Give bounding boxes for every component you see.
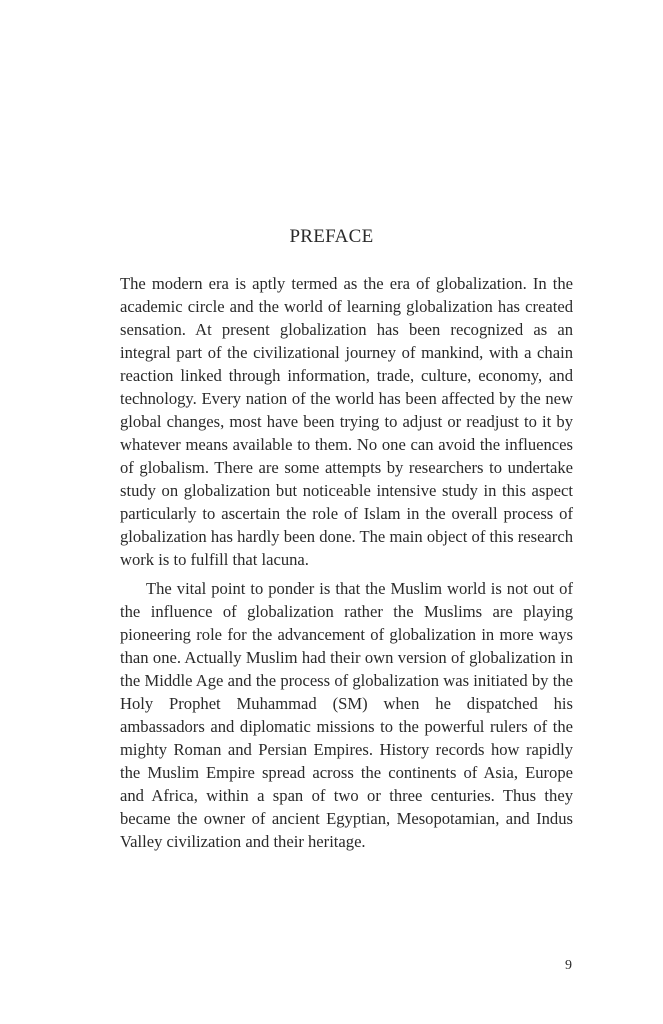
paragraph-1: The modern era is aptly termed as the era of globalization. In the academic circle and the world of learning globalization has created sensation. At present globalization has been recognized as an integral part of the civilizational journey of mankind, with a chain reaction linked through information, trade, culture, economy, and technology. Every nation of the world has been affected by the new global changes, most have been trying to adjust or readjust to it by whatever means available to them. No one can avoid the influences of globalism. There are some attempts by researchers to undertake study on globalization but noticeable intensive study in this aspect particularly to ascertain the role of Islam in the overall process of globalization has hardly been done. The main object of this research work is to fulfill that lacuna. xyxy=(120,274,573,569)
paragraph-2: The vital point to ponder is that the Muslim world is not out of the influence of globalization rather the Muslims are playing pioneering role for the advancement of globalization in more ways than one. Actually Muslim had their own version of globalization in the Middle Age and the process of globalization was initiated by the Holy Prophet Muhammad (SM) when he dispatched his ambassadors and diplomatic missions to the powerful rulers of the mighty Roman and Persian Empires. History records how rapidly the Muslim Empire spread across the continents of Asia, Europe and Africa, within a span of two or three centuries. Thus they became the owner of ancient Egyptian, Mesopotamian, and Indus Valley civilization and their heritage. xyxy=(120,579,573,851)
preface-body xyxy=(120,272,573,853)
page-title: PREFACE xyxy=(289,226,374,247)
page-number: 9 xyxy=(565,958,572,973)
